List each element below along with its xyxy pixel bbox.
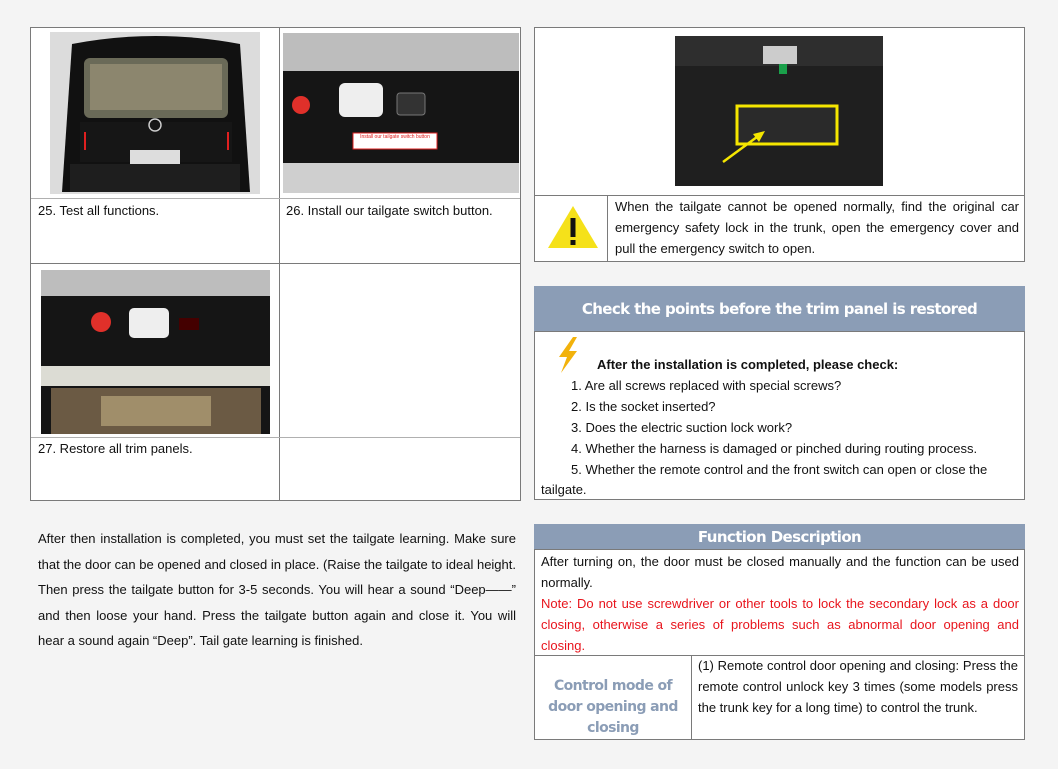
list-item: 4. Whether the harness is damaged or pinched during routing process. [571,441,978,456]
function-note-text: Note: Do not use screwdriver or other tools to lock the secondary lock as a door closing, otherwise a series of problems such as abnormal door opening and closing. [541,596,1019,653]
photo-van-rear [50,32,260,194]
photo-tailgate-switch [283,33,519,193]
emergency-text: When the tailgate cannot be opened normally, find the original car emergency safety lock in the trunk, open the emergency cover and pull the emergency switch to open. [615,199,1019,256]
table-hdivider [31,437,520,438]
tailgate-switch-illustration [283,33,519,193]
caption-26: 26. Install our tailgate switch button. [286,203,493,218]
photo-trim-panels [41,270,270,434]
check-intro: After the installation is completed, please check: [597,357,899,372]
function-vdivider [691,655,692,739]
trim-panels-illustration [41,270,270,434]
warning-triangle-icon [546,204,600,250]
caption-27: 27. Restore all trim panels. [38,441,193,456]
table-vdivider [279,28,280,500]
emergency-cover-illustration [675,36,883,186]
lightning-icon [555,337,581,373]
list-item: 1. Are all screws replaced with special screws? [571,378,842,393]
photo-emergency-cover [675,36,883,186]
table-hdivider [31,198,520,199]
list-item: 5. Whether the remote control and the front switch can open or close the [571,462,988,477]
check-section-title: Check the points before the trim panel is restored [534,286,1025,332]
function-normal-text: After turning on, the door must be closed manually and the function can be used normally. [541,554,1019,590]
control-mode-text: (1) Remote control door opening and closing: Press the remote control unlock key 3 times (some models press the trunk key for a long time) to control the trunk. [698,658,1018,715]
learning-paragraph: After then installation is completed, you must set the tailgate learning. Make sure that the door can be opened and closed in place. (Raise the tailgate to ideal height. Then press the tailgate button for 3-5 seconds. You will hear a sound “Deep——” and then loose your hand. Press the tailgate button again and close it. You will hear a sound again “Deep”. Tail gate learning is finished. [38,531,516,648]
list-item: 3. Does the electric suction lock work? [571,420,793,435]
check-list [571,375,1021,480]
control-mode-label: Control mode of door opening and closing [548,678,678,736]
table-hdivider [31,263,520,264]
caption-25: 25. Test all functions. [38,203,160,218]
check-item-5-tail: tailgate. [541,482,587,497]
van-rear-illustration [50,32,260,194]
list-item: 2. Is the socket inserted? [571,399,716,414]
switch-callout-label: Install our tailgate switch button [360,134,430,140]
emergency-vdivider [607,195,608,261]
function-section-title: Function Description [534,524,1025,550]
